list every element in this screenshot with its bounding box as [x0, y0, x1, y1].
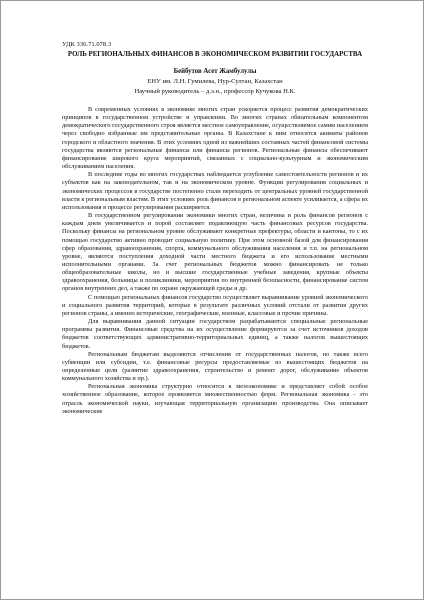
- author-affiliation: ЕНУ им. Л.Н. Гумилева, Нур-Султан, Казахстан: [147, 78, 283, 85]
- body-paragraph: В современных условиях в экономике многих стран ускоряется процесс развития демократических принципов в государственном устройстве и управлении. Во многих странах обязательным компонентом демократического государственного строя является местное самоуправление, осуществляемое самим населением через свободно избранные им представительные органы. В Казахстане к ним относятся акиматы районов городского и областного значения. В этих условиях одной из важнейших составных частей финансовой системы государства являются региональные финансы или финансы регионов. Региональные финансы обеспечивают финансирование широкого круга мероприятий, связанных с социально-культурным и экономическим обслуживанием населения.: [62, 106, 368, 171]
- article-title: РОЛЬ РЕГИОНАЛЬНЫХ ФИНАНСОВ В ЭКОНОМИЧЕСКОМ РАЗВИТИИ ГОСУДАРСТВА: [67, 51, 363, 58]
- body-paragraph: В государственном регулировании экономики многих стран, величина и роль финансов регионов с каждым днем увеличивается и порой составляет подавляющую часть финансовых ресурсов государства. Поскольку финансы на региональном уровне обслуживают конкретные префектуры, области и кантоны, то с их помощью государство активно проводит социальную политику. При этом основной базой для финансирования сфер образования, здравоохранения, спорта, коммунального обслуживания населения и т.п. на региональном уровне, являются поступления доходной части местного бюджета и его использование местными исполнительными органами. За счет региональных бюджетов можно финансировать не только общеобразовательные школы, но и высшие государственные учебные заведения, крупные объекты здравоохранения, больницы и поликлиники, мероприятия по внутренней безопасности, финансирование систем органов внутренних дел, а также по охране окружающей среды и др.: [62, 212, 368, 293]
- body-paragraph: В последние годы во многих государствах наблюдается углубление самостоятельности регионов и их субъектов как на законодательном, так и на экономическом уровне. Функции регулирования социальных и экономических процессов в государстве постепенно стали переходить от центральных уровней государственной власти к региональным властям. В этих условиях роль финансов в региональном аспекте усиливается, а сфера их использования в процессе регулирования расширяется.: [62, 171, 368, 211]
- body-paragraph: Для выравнивания данной ситуации государством разрабатываются специальные региональные программы развития. Финансовые средства на их осуществление формируются за счет источников доходов бюджетов соответствующих административно-территориальных единиц, а также налогов вышестоящих бюджетов.: [62, 318, 368, 350]
- body-paragraph: Региональным бюджетам выделяются отчисления от государственных налогов, но также всего субвенции или субсидии, т.е. финансовые ресурсы предоставляемые из вышестоящих бюджетов на определенные цели (развитие здравоохранения, строительство и ремонт дорог, обслуживание объектов коммунального хозяйства и пр.).: [62, 350, 368, 383]
- author-name: Бейбутов Асет Жамбулулы: [173, 68, 257, 75]
- udc-code: УДК 336.71.078.3: [62, 41, 112, 48]
- body-paragraph: С помощью региональных финансов государство осуществляет выравнивание уровней экономического и социального развития территорий, которые в результате различных условий отстали от развития других регионов страны, а именно исторические, географические, военные, классовые и прочие причины.: [62, 293, 368, 317]
- document-content: [62, 41, 368, 416]
- body-paragraph: Региональная экономика структурно относится к мезоэкономике и представляет собой особое хозяйственное образование, которое проявляется множественностью форм. Региональная экономика - это отрасль экономической науки, изучающая территориальную организацию производства. Она описывает экономические: [62, 383, 368, 415]
- scientific-supervisor: Научный руководитель – д.э.н., профессор Кучукова Н.К.: [134, 88, 296, 95]
- article-body: [62, 106, 368, 416]
